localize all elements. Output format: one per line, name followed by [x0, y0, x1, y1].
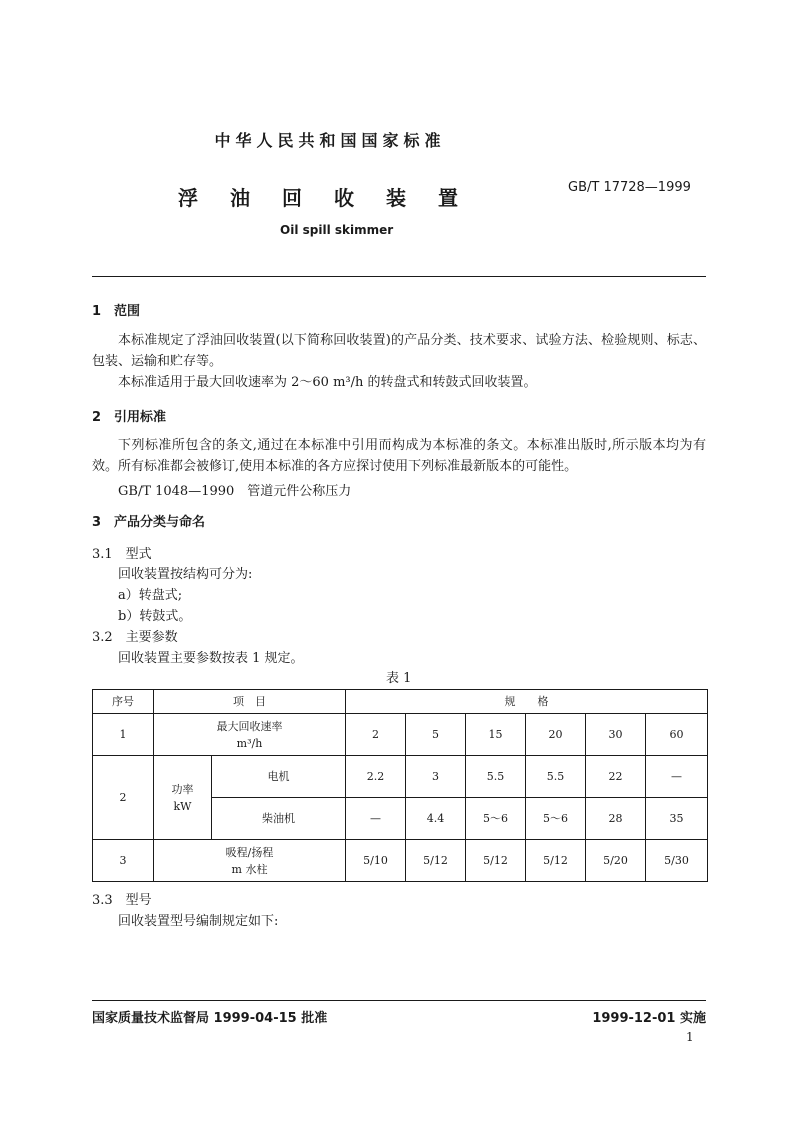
row3-value: 5/20: [586, 840, 646, 882]
row2-diesel-value: 35: [646, 798, 708, 840]
document-title: 浮油回收装置: [178, 186, 490, 210]
row3-value: 5/10: [346, 840, 406, 882]
header-divider: [92, 276, 706, 277]
row2-motor-value: —: [646, 756, 708, 798]
section-3-1-heading: 3.1 型式: [92, 547, 152, 562]
section-1-paragraph-2: 本标准适用于最大回收速率为 2～60 m³/h 的转盘式和转鼓式回收装置。: [118, 375, 537, 390]
approval-line: 国家质量技术监督局 1999-04-15 批准: [92, 1011, 328, 1026]
page-number: 1: [686, 1030, 694, 1044]
row1-value: 30: [586, 714, 646, 756]
footer-divider: [92, 1000, 706, 1001]
national-standard-label: 中华人民共和国国家标准: [214, 131, 446, 150]
row1-value: 15: [466, 714, 526, 756]
section-3-heading: 3 产品分类与命名: [92, 515, 206, 530]
row1-value: 2: [346, 714, 406, 756]
section-2-reference: GB/T 1048—1990 管道元件公称压力: [118, 484, 352, 499]
row2-motor-value: 3: [406, 756, 466, 798]
row2-motor-label: 电机: [212, 756, 346, 798]
section-3-1-line-3: b）转鼓式。: [118, 609, 192, 624]
row2-diesel-value: 5～6: [526, 798, 586, 840]
row3-no: 3: [93, 840, 154, 882]
section-3-1-line-2: a）转盘式;: [118, 588, 183, 603]
table-header-row: [93, 690, 708, 714]
row2-group: [154, 756, 212, 840]
section-3-1-line-1: 回收装置按结构可分为:: [118, 567, 253, 582]
row1-item: [154, 714, 346, 756]
standard-number: GB/T 17728—1999: [568, 180, 691, 195]
section-3-2-line-1: 回收装置主要参数按表 1 规定。: [118, 651, 304, 666]
row1-value: 5: [406, 714, 466, 756]
row1-no: 1: [93, 714, 154, 756]
row3-value: 5/30: [646, 840, 708, 882]
row1-value: 60: [646, 714, 708, 756]
row2-group-line2: kW: [173, 799, 192, 813]
row1-value: 20: [526, 714, 586, 756]
row3-item-line2: m 水柱: [231, 862, 268, 876]
row2-diesel-label: 柴油机: [212, 798, 346, 840]
row1-item-line1: 最大回收速率: [216, 719, 283, 733]
section-1-paragraph-1: 本标准规定了浮油回收装置(以下简称回收装置)的产品分类、技术要求、试验方法、检验规则、标志、包装、运输和贮存等。: [92, 333, 706, 369]
header-no: 序号: [93, 690, 154, 714]
section-3-2-heading: 3.2 主要参数: [92, 630, 178, 645]
row3-value: 5/12: [466, 840, 526, 882]
row2-group-line1: 功率: [171, 782, 194, 796]
section-3-3-line-1: 回收装置型号编制规定如下:: [118, 914, 279, 929]
row3-item: [154, 840, 346, 882]
table-caption: 表 1: [386, 671, 412, 686]
table-row-3: [93, 840, 708, 882]
row2-motor-value: 2.2: [346, 756, 406, 798]
header-spec: 规 格: [346, 690, 708, 714]
row2-diesel-value: 5～6: [466, 798, 526, 840]
row1-item-line2: m³/h: [236, 736, 263, 750]
parameters-table: [92, 689, 708, 882]
row2-diesel-value: —: [346, 798, 406, 840]
row3-value: 5/12: [526, 840, 586, 882]
row2-motor-value: 5.5: [526, 756, 586, 798]
row2-diesel-value: 28: [586, 798, 646, 840]
row3-item-line1: 吸程/扬程: [225, 845, 274, 859]
row2-no: 2: [93, 756, 154, 840]
row2-motor-value: 22: [586, 756, 646, 798]
section-2-heading: 2 引用标准: [92, 410, 167, 425]
row2-diesel-value: 4.4: [406, 798, 466, 840]
row2-motor-value: 5.5: [466, 756, 526, 798]
section-1-heading: 1 范围: [92, 304, 141, 319]
english-title: Oil spill skimmer: [280, 223, 394, 237]
section-2-paragraph-1: 下列标准所包含的条文,通过在本标准中引用而构成为本标准的条文。本标准出版时,所示版本均为有效。所有标准都会被修订,使用本标准的各方应探讨使用下列标准最新版本的可能性。: [92, 438, 706, 474]
header-item: 项 目: [154, 690, 346, 714]
row3-value: 5/12: [406, 840, 466, 882]
table-row-1: [93, 714, 708, 756]
implementation-date: 1999-12-01 实施: [592, 1011, 706, 1026]
table-row-2-motor: [93, 756, 708, 798]
section-3-3-heading: 3.3 型号: [92, 893, 152, 908]
